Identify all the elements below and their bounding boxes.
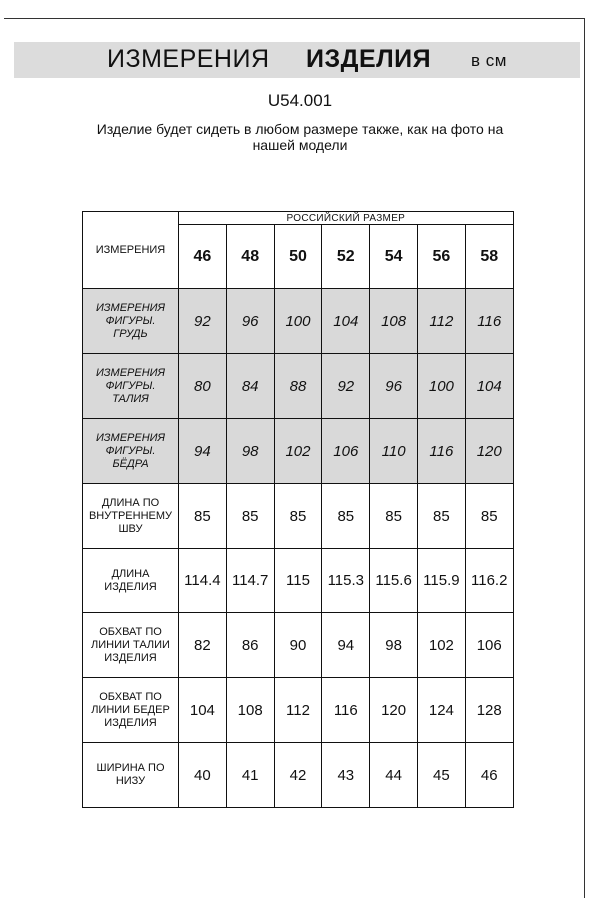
- cell-value: 115.9: [417, 549, 465, 613]
- cell-value: 94: [179, 419, 227, 484]
- table-row: [83, 419, 514, 484]
- cell-value: 104: [322, 289, 370, 354]
- fit-note: Изделие будет сидеть в любом размере также, как на фото на нашей модели: [96, 121, 504, 153]
- cell-value: 100: [274, 289, 322, 354]
- cell-value: 85: [370, 484, 418, 549]
- cell-value: 115.3: [322, 549, 370, 613]
- cell-value: 108: [370, 289, 418, 354]
- cell-value: 44: [370, 743, 418, 808]
- row-label: ИЗМЕРЕНИЯ ФИГУРЫ. ТАЛИЯ: [83, 354, 179, 419]
- cell-value: 100: [417, 354, 465, 419]
- cell-value: 102: [274, 419, 322, 484]
- cell-value: 46: [465, 743, 513, 808]
- size-header: 46: [179, 225, 227, 289]
- row-label: ИЗМЕРЕНИЯ ФИГУРЫ. ГРУДЬ: [83, 289, 179, 354]
- table-row: [83, 484, 514, 549]
- title-product: ИЗДЕЛИЯ: [306, 45, 432, 73]
- title-unit: в см: [471, 51, 507, 70]
- cell-value: 82: [179, 613, 227, 678]
- cell-value: 88: [274, 354, 322, 419]
- cell-value: 85: [322, 484, 370, 549]
- cell-value: 104: [179, 678, 227, 743]
- cell-value: 45: [417, 743, 465, 808]
- size-header: 54: [370, 225, 418, 289]
- cell-value: 104: [465, 354, 513, 419]
- table-row: [83, 678, 514, 743]
- table-row: [83, 549, 514, 613]
- cell-value: 110: [370, 419, 418, 484]
- cell-value: 115: [274, 549, 322, 613]
- cell-value: 42: [274, 743, 322, 808]
- table-row: [83, 613, 514, 678]
- cell-value: 86: [226, 613, 274, 678]
- row-label: ШИРИНА ПО НИЗУ: [83, 743, 179, 808]
- cell-value: 96: [226, 289, 274, 354]
- cell-value: 114.4: [179, 549, 227, 613]
- cell-value: 112: [274, 678, 322, 743]
- table-row: [83, 354, 514, 419]
- title-measurements: ИЗМЕРЕНИЯ: [107, 45, 270, 73]
- cell-value: 114.7: [226, 549, 274, 613]
- cell-value: 116: [417, 419, 465, 484]
- cell-value: 85: [465, 484, 513, 549]
- cell-value: 85: [179, 484, 227, 549]
- cell-value: 112: [417, 289, 465, 354]
- model-code: U54.001: [267, 91, 333, 110]
- table-row: [83, 743, 514, 808]
- cell-value: 43: [322, 743, 370, 808]
- size-header: 48: [226, 225, 274, 289]
- size-group-caption: РОССИЙСКИЙ РАЗМЕР: [179, 212, 514, 225]
- caption-row: [83, 212, 514, 225]
- cell-value: 96: [370, 354, 418, 419]
- cell-value: 84: [226, 354, 274, 419]
- row-label: ИЗМЕРЕНИЯ ФИГУРЫ. БЁДРА: [83, 419, 179, 484]
- cell-value: 120: [465, 419, 513, 484]
- cell-value: 92: [179, 289, 227, 354]
- cell-value: 124: [417, 678, 465, 743]
- size-table: [82, 211, 514, 808]
- cell-value: 85: [417, 484, 465, 549]
- cell-value: 116: [465, 289, 513, 354]
- cell-value: 85: [274, 484, 322, 549]
- table-row: [83, 289, 514, 354]
- cell-value: 115.6: [370, 549, 418, 613]
- cell-value: 85: [226, 484, 274, 549]
- row-label: ОБХВАТ ПО ЛИНИИ ТАЛИИ ИЗДЕЛИЯ: [83, 613, 179, 678]
- title-band: [14, 42, 580, 78]
- cell-value: 41: [226, 743, 274, 808]
- cell-value: 98: [370, 613, 418, 678]
- cell-value: 90: [274, 613, 322, 678]
- cell-value: 102: [417, 613, 465, 678]
- cell-value: 80: [179, 354, 227, 419]
- size-header: 58: [465, 225, 513, 289]
- cell-value: 92: [322, 354, 370, 419]
- cell-value: 94: [322, 613, 370, 678]
- cell-value: 106: [322, 419, 370, 484]
- cell-value: 116: [322, 678, 370, 743]
- size-header: 50: [274, 225, 322, 289]
- cell-value: 128: [465, 678, 513, 743]
- cell-value: 106: [465, 613, 513, 678]
- cell-value: 98: [226, 419, 274, 484]
- cell-value: 40: [179, 743, 227, 808]
- row-label: ДЛИНА ПО ВНУТРЕННЕМУ ШВУ: [83, 484, 179, 549]
- size-header: 56: [417, 225, 465, 289]
- size-header: 52: [322, 225, 370, 289]
- cell-value: 108: [226, 678, 274, 743]
- cell-value: 120: [370, 678, 418, 743]
- row-label: ДЛИНА ИЗДЕЛИЯ: [83, 549, 179, 613]
- row-label: ОБХВАТ ПО ЛИНИИ БЕДЕР ИЗДЕЛИЯ: [83, 678, 179, 743]
- row-header-label: ИЗМЕРЕНИЯ: [83, 212, 179, 289]
- cell-value: 116.2: [465, 549, 513, 613]
